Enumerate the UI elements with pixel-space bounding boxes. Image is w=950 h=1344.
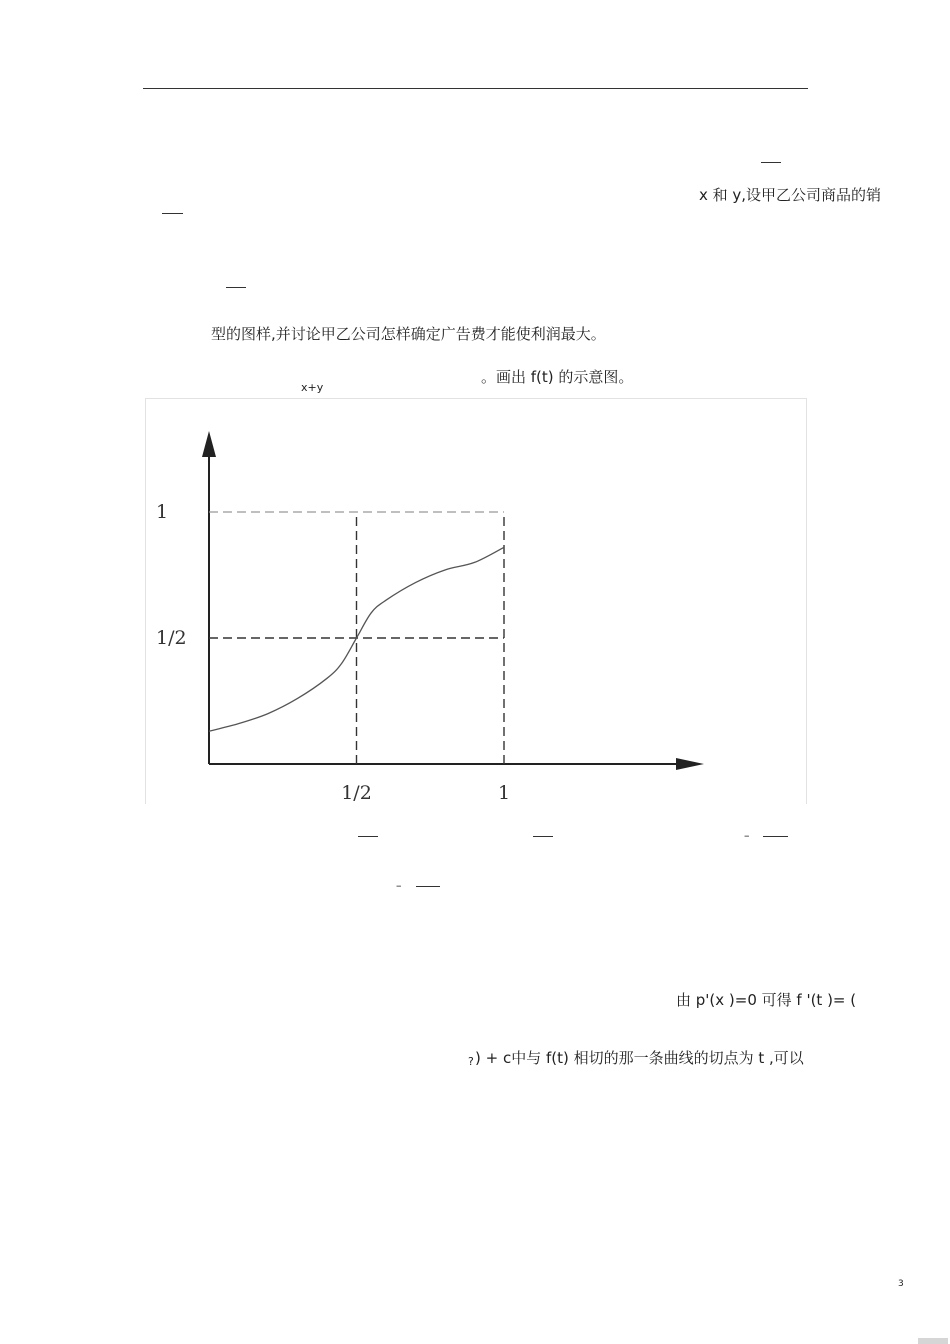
- chart: [146, 399, 807, 804]
- fraction-bar: [763, 836, 788, 837]
- subscript-xy: x+y: [301, 381, 324, 394]
- text-line-2: 型的图样,并讨论甲乙公司怎样确定广告费才能使利润最大。: [211, 325, 606, 343]
- x-tick-label: 1: [497, 782, 511, 804]
- fraction-bar: [533, 836, 553, 837]
- fraction-bar: [358, 836, 378, 837]
- corner-mark: [918, 1338, 948, 1344]
- text-line-1: x 和 y,设甲乙公司商品的销: [699, 186, 882, 204]
- axes: [202, 431, 704, 770]
- minus-sign: –: [396, 879, 402, 892]
- fraction-bar: [761, 162, 781, 163]
- figure-f-of-t: [145, 398, 807, 804]
- fraction-bar: [162, 213, 183, 214]
- subscript-mark: ?: [468, 1055, 474, 1068]
- text-line-3: 。画出 f(t) 的示意图。: [481, 368, 634, 386]
- page-number: 3: [898, 1279, 904, 1289]
- fraction-bar: [226, 287, 246, 288]
- minus-sign: –: [744, 829, 750, 842]
- y-tick-label: 1/2: [156, 627, 187, 649]
- fraction-bar: [416, 886, 440, 887]
- x-axis-arrow: [676, 758, 704, 770]
- y-tick-label: 1: [156, 501, 169, 523]
- header-rule: [143, 88, 808, 89]
- text-line-4: 由 p'(x )=0 可得 f '(t )= (: [676, 991, 857, 1009]
- text-line-5: ) + c中与 f(t) 相切的那一条曲线的切点为 t ,可以: [475, 1049, 804, 1067]
- x-tick-label: 1/2: [341, 782, 372, 804]
- y-axis-arrow: [202, 431, 216, 457]
